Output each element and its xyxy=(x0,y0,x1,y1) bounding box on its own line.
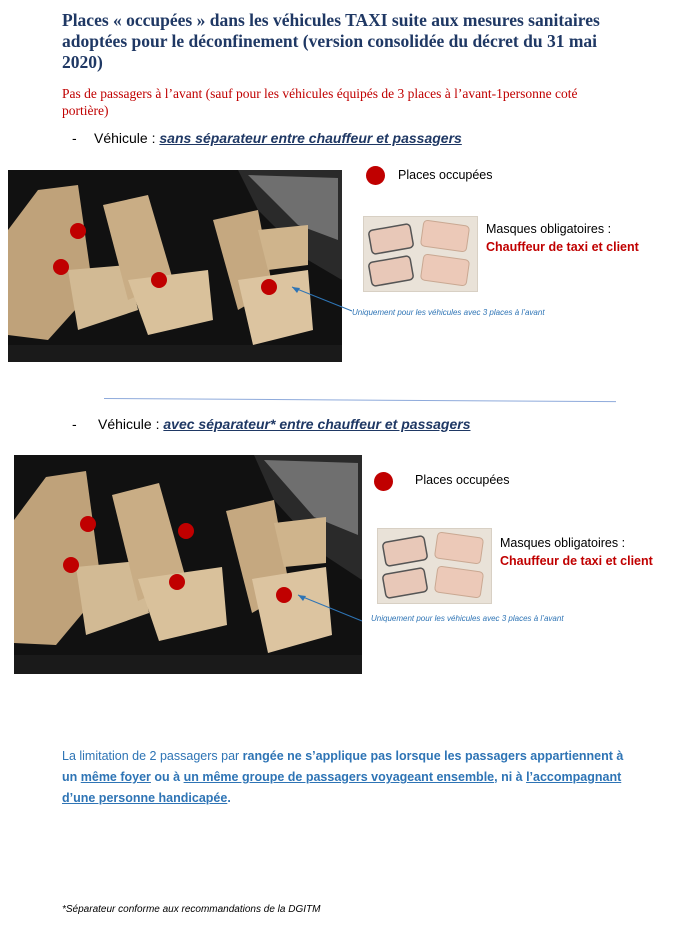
list-dash: - xyxy=(72,130,77,146)
passenger-limit-exceptions xyxy=(62,746,642,809)
pointer-arrow xyxy=(290,285,360,315)
text-run: ou à xyxy=(150,770,184,784)
three-front-seats-note: Uniquement pour les véhicules avec 3 places à l’avant xyxy=(371,614,564,623)
legend-dot xyxy=(374,472,393,491)
page-title: Places « occupées » dans les véhicules TAXI suite aux mesures sanitaires adoptées pour le déconfinement (version consolidée du décret du 31 mai 2020) xyxy=(62,10,600,72)
separator-footnote: *Séparateur conforme aux recommandations de la DGITM xyxy=(62,904,321,915)
section-heading-no-separator xyxy=(72,130,462,146)
taxi-interior-photo xyxy=(8,170,342,362)
pointer-arrow xyxy=(296,593,368,625)
text-run: l’accompagnant d’une personne handicapée xyxy=(62,770,622,805)
section-emphasis: sans séparateur entre chauffeur et passagers xyxy=(159,130,462,146)
occupied-seat-marker xyxy=(80,516,96,532)
masks-illustration xyxy=(378,529,491,603)
section-divider xyxy=(104,398,616,402)
occupied-seat-marker xyxy=(151,272,167,288)
three-front-seats-note: Uniquement pour les véhicules avec 3 places à l’avant xyxy=(352,308,545,317)
masks-who-label: Chauffeur de taxi et client xyxy=(500,554,653,568)
masks-required-label: Masques obligatoires : xyxy=(486,222,612,236)
text-run: même foyer xyxy=(80,770,151,784)
text-run: La limitation de 2 passagers par xyxy=(62,749,243,763)
masks-illustration xyxy=(364,217,477,291)
legend-label: Places occupées xyxy=(415,473,510,487)
text-run: , ni à xyxy=(494,770,527,784)
text-run: rangée ne s’applique pas lorsque les passagers appartiennent à un xyxy=(62,749,624,784)
legend-dot xyxy=(366,166,385,185)
masks-who-label: Chauffeur de taxi et client xyxy=(486,240,639,254)
occupied-seat-marker xyxy=(169,574,185,590)
text-run: . xyxy=(227,791,231,805)
occupied-seat-marker xyxy=(276,587,292,603)
front-seat-rule: Pas de passagers à l’avant (sauf pour les véhicules équipés de 3 places à l’avant-1personne coté portière) xyxy=(62,86,578,118)
text-run: un même groupe de passagers voyageant ensemble xyxy=(183,770,495,784)
section-heading-with-separator xyxy=(72,416,471,432)
occupied-seat-marker xyxy=(53,259,69,275)
occupied-seat-marker xyxy=(70,223,86,239)
taxi-interior-photo xyxy=(14,455,362,674)
masks-photo xyxy=(363,216,478,292)
occupied-seat-marker xyxy=(63,557,79,573)
masks-required-label: Masques obligatoires : xyxy=(500,536,626,550)
section-prefix: Véhicule : xyxy=(94,130,160,146)
list-dash: - xyxy=(72,416,77,432)
section-prefix: Véhicule : xyxy=(98,416,164,432)
occupied-seat-marker xyxy=(178,523,194,539)
occupied-seat-marker xyxy=(261,279,277,295)
section-emphasis: avec séparateur* entre chauffeur et passagers xyxy=(163,416,471,432)
legend-label: Places occupées xyxy=(398,168,493,182)
masks-photo xyxy=(377,528,492,604)
